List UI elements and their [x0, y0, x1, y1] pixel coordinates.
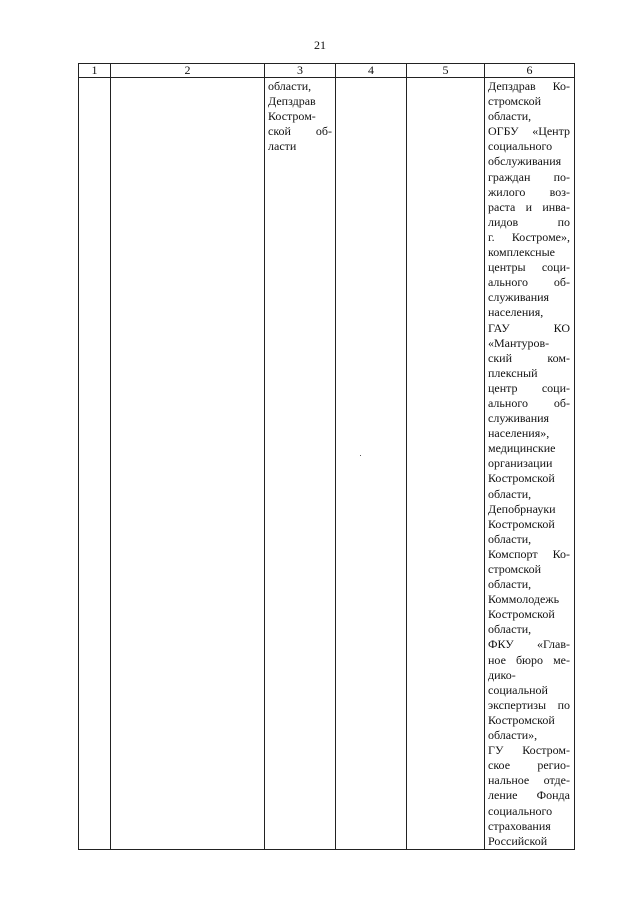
cell-col-3: [265, 78, 336, 850]
cell-col-2: [111, 78, 265, 850]
header-col-6: 6: [485, 64, 575, 78]
responsible-executor-text: области, Депздрав Костром- ской об- ласти: [268, 79, 332, 154]
header-col-3: 3: [265, 64, 336, 78]
page-number: 21: [314, 38, 326, 52]
co-executors-text: Депздрав Ко- стромской области, ОГБУ «Центр социального обслуживания граждан по- жилого воз- раста и инва- лидов по г. Костроме», комплексные центры соци- ального об- служивания населения, ГАУ КО «Мантуров- ский ком- плексный центр соци- ального об- служивания населения», медицинские организации Костромской области, Депобрнауки Костромской области, Комспорт Ко- стромской области, Коммолодежь Костромской области, ФКУ «Глав- ное бюро ме- дико- социальной экспертизы по Костромской области», ГУ Костром- ское регио- нальное отде- ление Фонда социального страхования Российской: [488, 79, 570, 848]
cell-col-2-text: [111, 78, 264, 79]
header-col-4: 4: [336, 64, 407, 78]
measures-table: [78, 63, 575, 850]
cell-col-4-text: [336, 78, 406, 79]
header-col-2: 2: [111, 64, 265, 78]
cell-col-4: [336, 78, 407, 850]
header-col-5: 5: [407, 64, 485, 78]
cell-col-6: [485, 78, 575, 850]
cell-col-1: [79, 78, 111, 850]
table-row: [79, 78, 575, 850]
header-col-1: 1: [79, 64, 111, 78]
table-header-row: [79, 64, 575, 78]
scan-speck: [360, 455, 361, 456]
cell-col-5: [407, 78, 485, 850]
cell-col-1-text: [79, 78, 110, 79]
cell-col-5-text: [407, 78, 484, 79]
